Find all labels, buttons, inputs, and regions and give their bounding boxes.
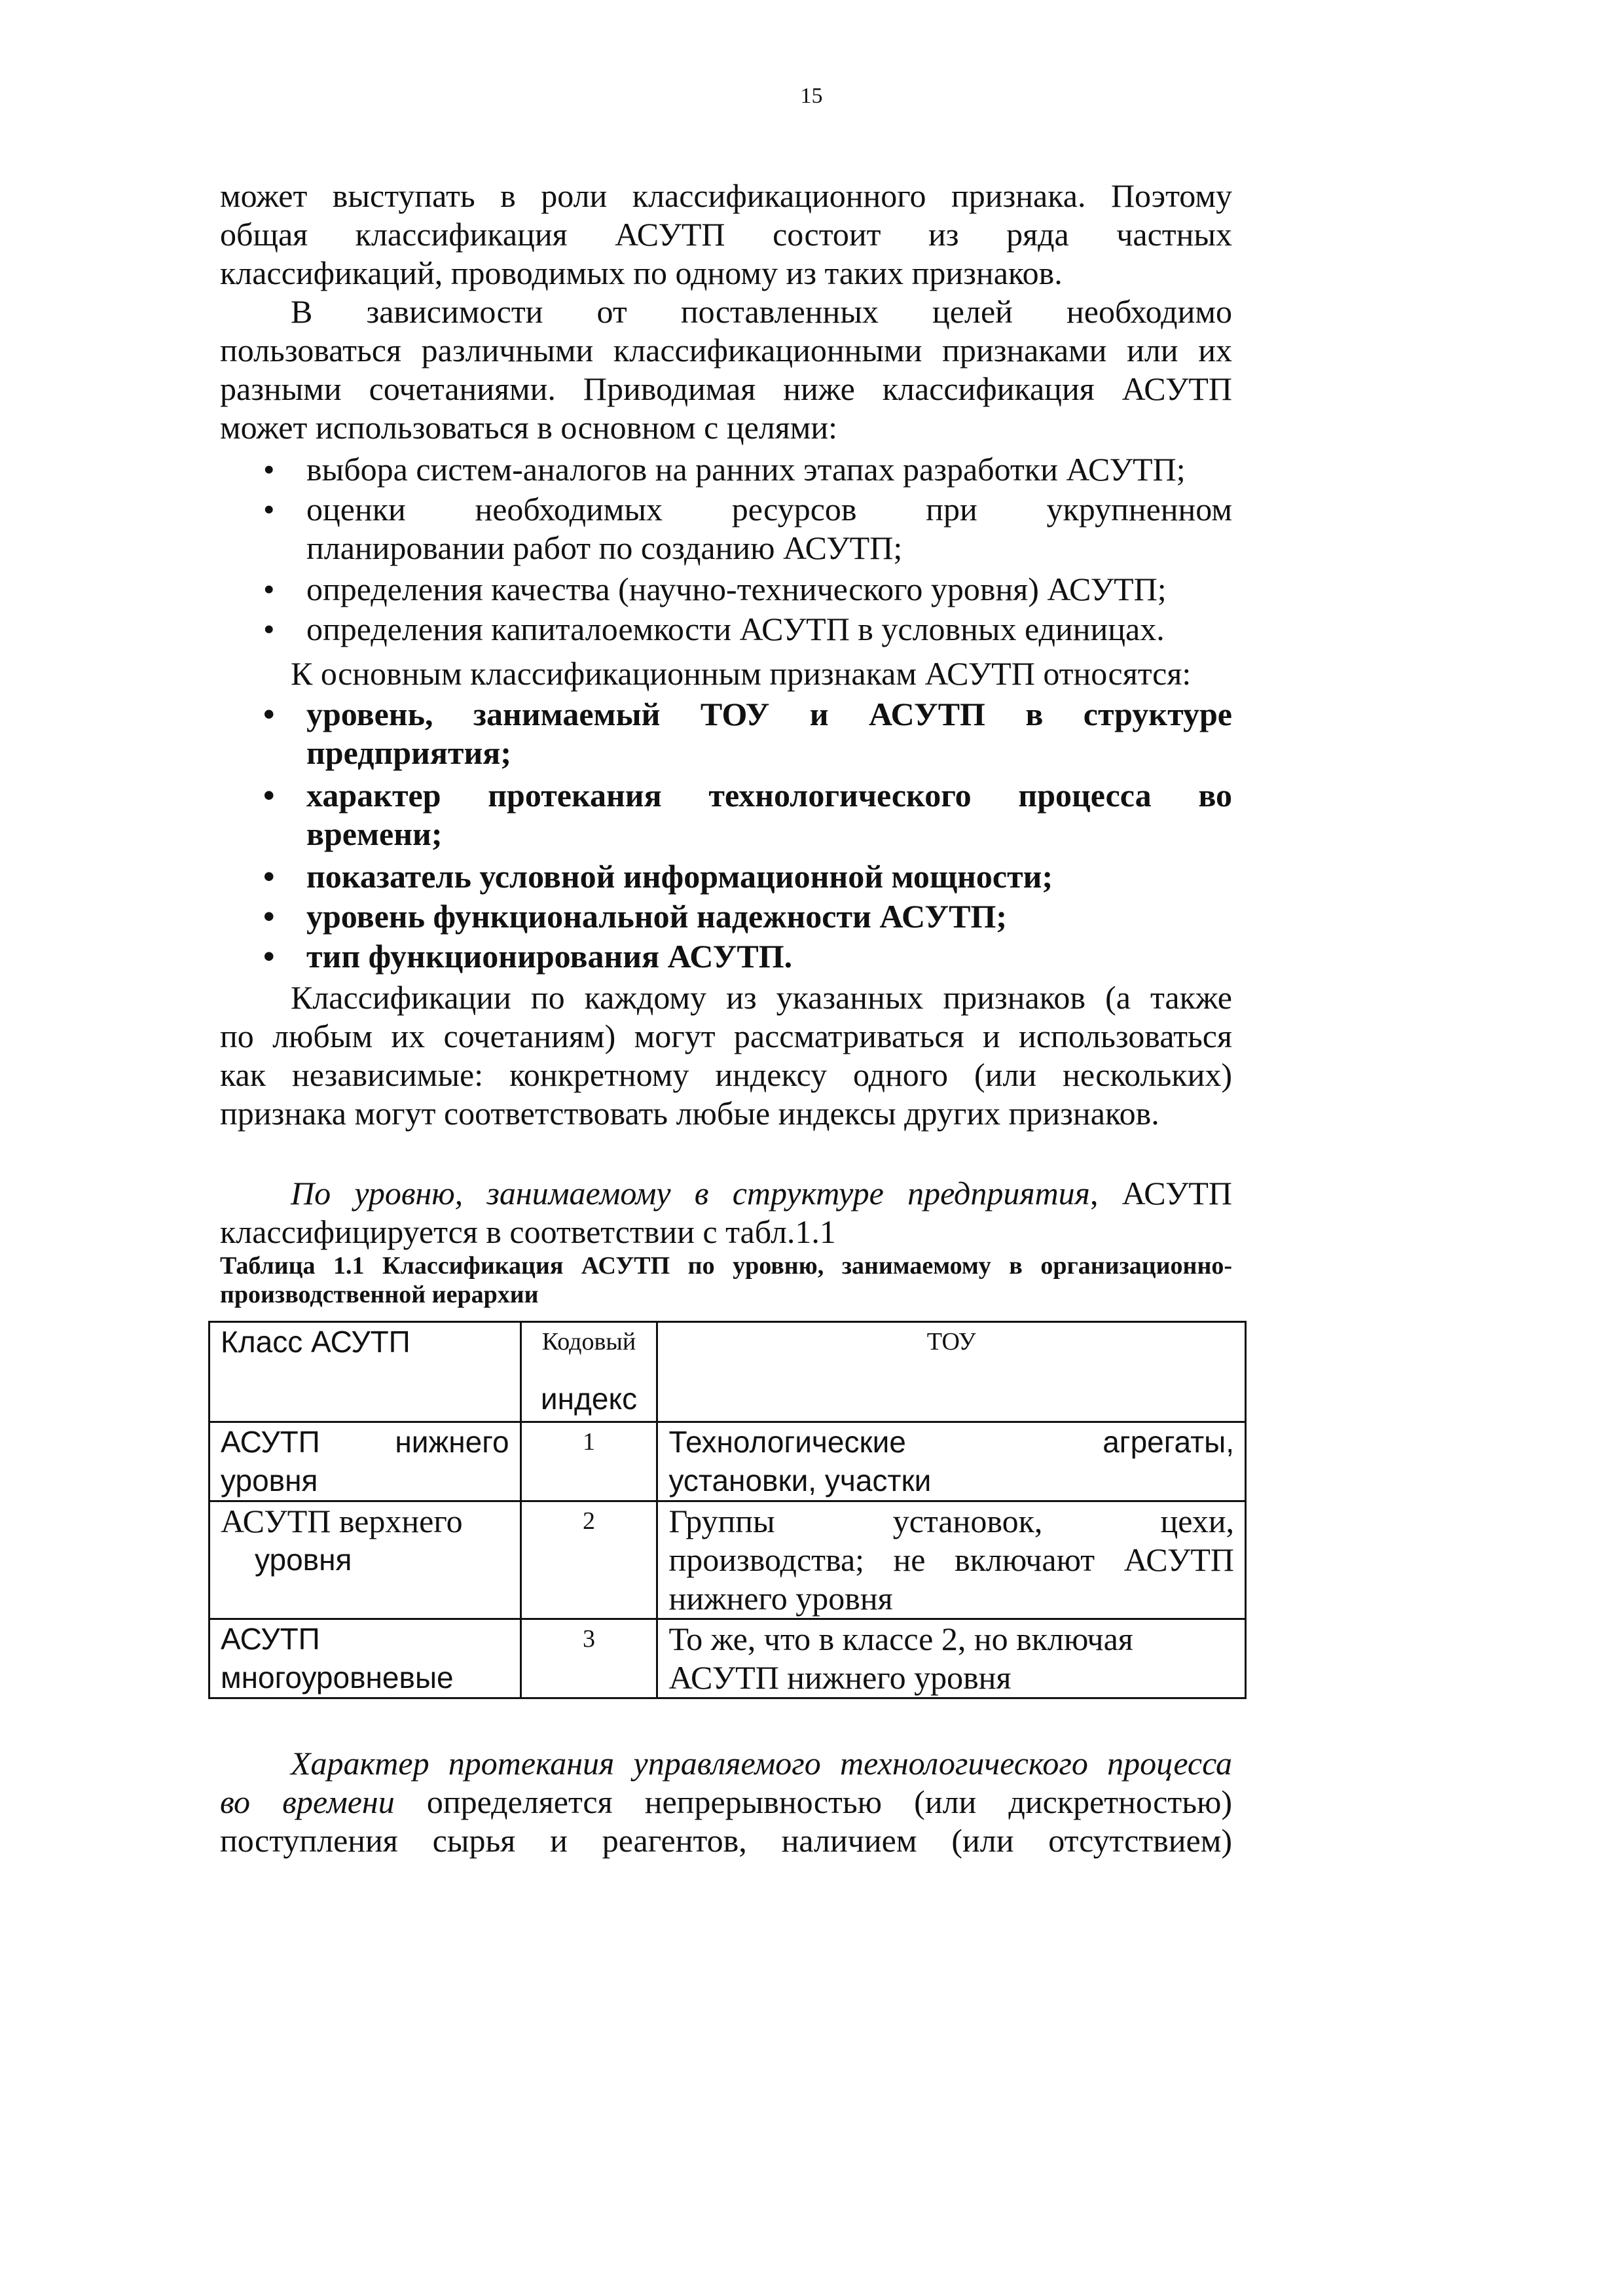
text-line: классифицируется в соответствии с табл.1.1 [220, 1213, 836, 1250]
bullet-icon: • [263, 777, 275, 814]
list-item: • показатель условной информационной мощности; [263, 858, 1053, 895]
list-item: • характер протекания технологического процесса во времени; [263, 777, 1232, 852]
level-paragraph [220, 1174, 1232, 1251]
bullet-icon: • [263, 571, 275, 607]
list-item: • определения капиталоемкости АСУТП в условных единицах. [263, 611, 1165, 647]
text-line: во времени определяется непрерывностью (или дискретностью) [220, 1784, 1233, 1820]
bullet-icon: • [263, 696, 275, 732]
header-class: Класс АСУТП [210, 1322, 521, 1422]
cell-tou: То же, что в классе 2, но включая АСУТП нижнего уровня [657, 1619, 1246, 1698]
goals-paragraph [220, 293, 1232, 447]
list-item: • выбора систем-аналогов на ранних этапах разработки АСУТП; [263, 451, 1186, 488]
text-line: классификаций, проводимых по одному из таких признаков. [220, 255, 1063, 291]
page-number: 15 [800, 84, 823, 108]
table-row [210, 1501, 1246, 1619]
cell-code: 3 [520, 1619, 657, 1698]
bullet-icon: • [263, 938, 275, 975]
table-caption: Таблица 1.1 Классификация АСУТП по уровню, занимаемому в организационно- производственной иерархии [220, 1252, 1232, 1308]
text-line: В зависимости от поставленных целей необходимо [291, 293, 1232, 330]
list-item: • определения качества (научно-технического уровня) АСУТП; [263, 571, 1167, 607]
cell-class: АСУТП верхнего уровня [210, 1501, 521, 1619]
independence-paragraph [220, 978, 1232, 1133]
bullet-icon: • [263, 491, 275, 528]
text-line: признака могут соответствовать любые индексы других признаков. [220, 1095, 1159, 1132]
header-tou: ТОУ [657, 1322, 1246, 1422]
text-line: по любым их сочетаниям) могут рассматриваться и использоваться [220, 1018, 1232, 1054]
text-line: общая классификация АСУТП состоит из ряда частных [220, 216, 1232, 253]
time-paragraph [220, 1744, 1232, 1860]
classification-table [208, 1321, 1247, 1699]
text-line: поступления сырья и реагентов, наличием (или отсутствием) [220, 1822, 1232, 1859]
features-list [220, 695, 1232, 976]
text-line: разными сочетаниями. Приводимая ниже классификация АСУТП [220, 370, 1232, 407]
list-item: • тип функционирования АСУТП. [263, 938, 793, 975]
table-header-row [210, 1322, 1246, 1422]
cell-code: 1 [520, 1422, 657, 1501]
text-line: Характер протекания управляемого технологического процесса [291, 1745, 1232, 1782]
table-row [210, 1422, 1246, 1501]
text-line: может выступать в роли классификационного признака. Поэтому [220, 177, 1232, 214]
goals-list [220, 450, 1232, 649]
text-line: как независимые: конкретному индексу одного (или нескольких) [220, 1056, 1232, 1093]
text-line: По уровню, занимаемому в структуре предприятия, АСУТП [291, 1175, 1233, 1211]
features-intro: К основным классификационным признакам АСУТП относятся: [291, 655, 1192, 692]
list-item: • уровень, занимаемый ТОУ и АСУТП в структуре предприятия; [263, 696, 1232, 771]
cell-tou: Группы установок, цехи, производства; не включают АСУТП нижнего уровня [657, 1501, 1246, 1619]
list-item: • уровень функциональной надежности АСУТП; [263, 898, 1008, 935]
list-item: • оценки необходимых ресурсов при укрупненном планировании работ по созданию АСУТП; [263, 491, 1232, 566]
text-line: пользоваться различными классификационными признаками или их [220, 332, 1232, 368]
cell-tou: Технологические агрегаты, установки, участки [657, 1422, 1246, 1501]
bullet-icon: • [263, 898, 275, 935]
cell-code: 2 [520, 1501, 657, 1619]
bullet-icon: • [263, 858, 275, 895]
bullet-icon: • [263, 611, 275, 647]
intro-paragraph [220, 177, 1232, 293]
text-line: может использоваться в основном с целями: [220, 409, 838, 446]
cell-class: АСУТП многоуровневые [210, 1619, 521, 1698]
text-line: Классификации по каждому из указанных признаков (а также [291, 979, 1232, 1016]
header-code: Кодовый индекс [520, 1322, 657, 1422]
cell-class: АСУТП нижнего уровня [210, 1422, 521, 1501]
table-row [210, 1619, 1246, 1698]
bullet-icon: • [263, 451, 275, 488]
